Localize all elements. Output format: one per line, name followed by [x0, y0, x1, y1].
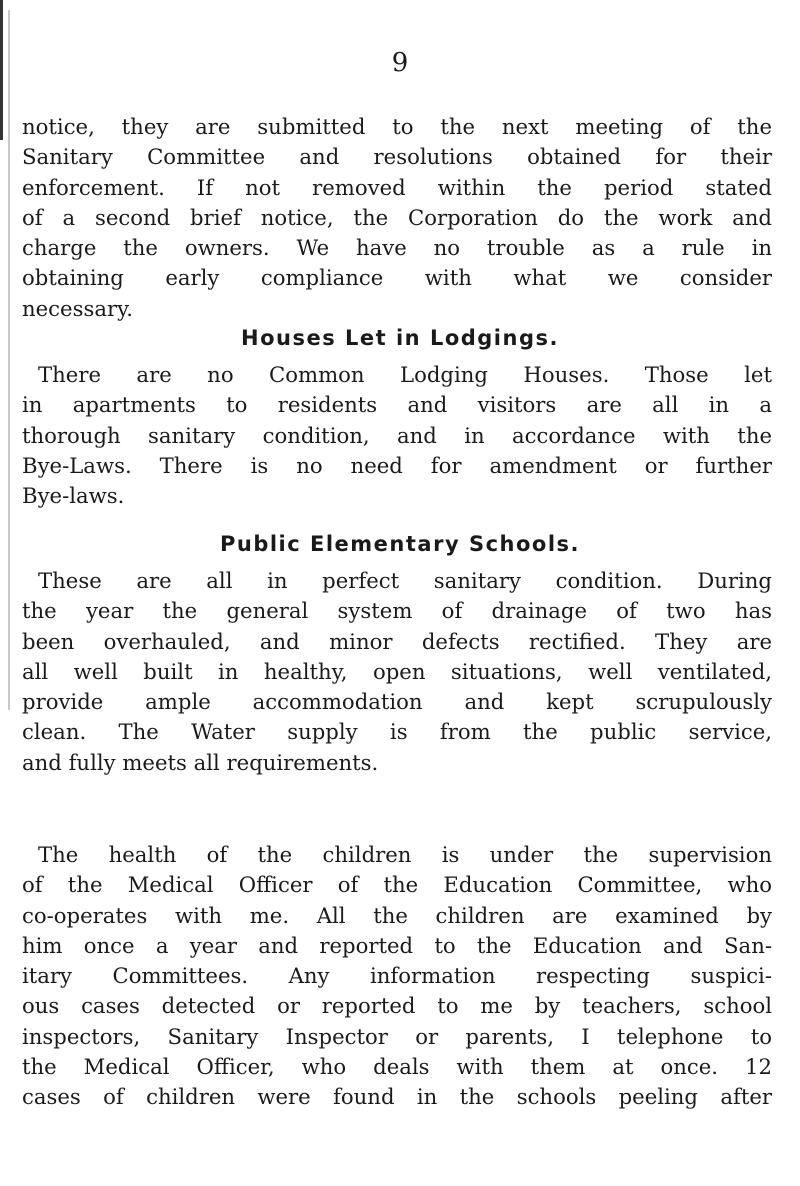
text-line: thorough sanitary condition, and in accordance with the [22, 422, 772, 448]
text-line: charge the owners. We have no trouble as a rule in [22, 235, 772, 261]
text-line: co-operates with me. All the children are examined by [22, 902, 772, 928]
text-line: The health of the children is under the supervision [38, 842, 772, 867]
text-line: There are no Common Lodging Houses. Those let [38, 362, 772, 387]
text-line: provide ample accommodation and kept scrupulously [22, 689, 772, 715]
text-line: obtaining early compliance with what we consider [22, 265, 772, 291]
text-line: Bye-Laws. There is no need for amendment or further [22, 452, 772, 478]
lodgings-paragraph [22, 360, 772, 511]
text-line: and fully meets all requirements. [22, 749, 379, 775]
text-line: Bye-laws. [22, 483, 125, 509]
text-line: cases of children were found in the schools peeling after [22, 1084, 772, 1110]
continuation-paragraph [22, 112, 772, 324]
text-line: itary Committees. Any information respecting suspici- [22, 963, 772, 989]
text-line: These are all in perfect sanitary condition. During [38, 568, 772, 593]
text-line: clean. The Water supply is from the public service, [22, 719, 772, 745]
text-line: necessary. [22, 295, 133, 321]
text-line: him once a year and reported to the Education and San- [22, 932, 772, 958]
text-line: notice, they are submitted to the next meeting of the [22, 114, 772, 139]
text-line: all well built in healthy, open situations, well ventilated, [22, 658, 772, 684]
section-heading-lodgings: Houses Let in Lodgings. [241, 326, 559, 350]
text-line: of a second brief notice, the Corporation do the work and [22, 204, 772, 230]
text-line: in apartments to residents and visitors are all in a [22, 392, 772, 418]
page-number: 9 [391, 48, 409, 78]
schools-paragraph-2 [22, 840, 772, 1113]
text-line: Sanitary Committee and resolutions obtained for their [22, 144, 772, 170]
text-line: the Medical Officer, who deals with them at once. 12 [22, 1054, 772, 1080]
text-line: enforcement. If not removed within the period stated [22, 174, 772, 200]
schools-paragraph-1 [22, 566, 772, 778]
scan-margin-shadow [8, 10, 10, 710]
text-line: been overhauled, and minor defects rectified. They are [22, 628, 772, 654]
text-line: ous cases detected or reported to me by teachers, school [22, 993, 772, 1019]
text-line: of the Medical Officer of the Education Committee, who [22, 872, 772, 898]
text-line: the year the general system of drainage of two has [22, 598, 772, 624]
section-heading-schools: Public Elementary Schools. [219, 532, 580, 556]
text-line: inspectors, Sanitary Inspector or parents, I telephone to [22, 1023, 772, 1049]
